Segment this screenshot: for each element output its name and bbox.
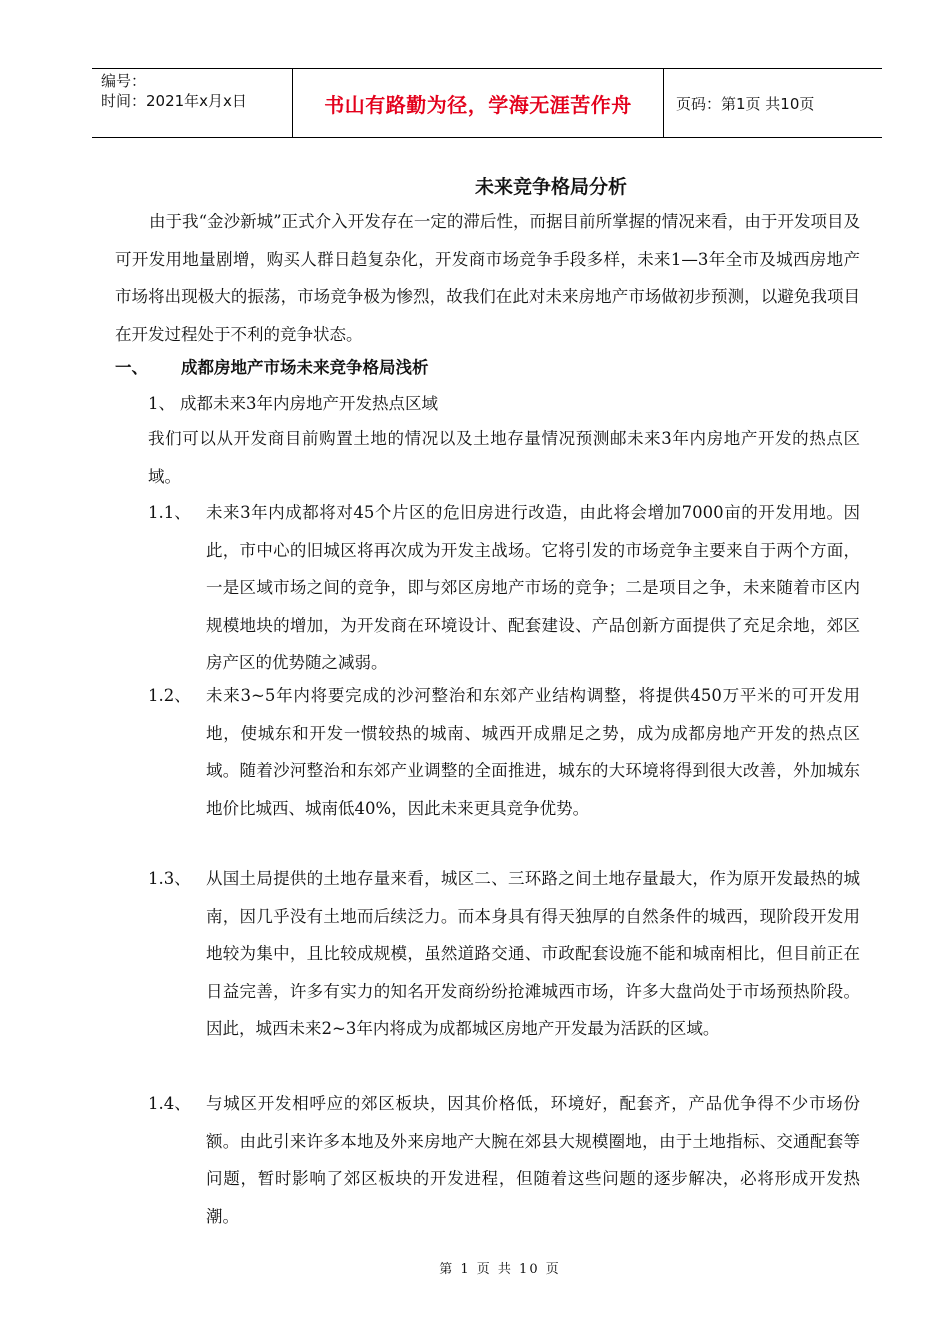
document-title: 未来竞争格局分析 (474, 176, 627, 198)
list-item-number: 1.1、 (148, 503, 191, 522)
list-item (148, 1085, 860, 1235)
list-item-text: 从国土局提供的土地存量来看，城区二、三环路之间土地存量最大，作为原开发最热的城南，因几乎没有土地而后续泛力。而本身具有得天独厚的自然条件的城西，现阶段开发用地较为集中，且比较成规模，虽然道路交通、市政配套设施不能和城南相比，但目前正在日益完善，许多有实力的知名开发商纷纷抢滩城西市场，许多大盘尚处于市场预热阶段。因此，城西未来2~3年内将成为成都城区房地产开发最为活跃的区域。 (206, 869, 860, 1038)
subsection-number: 1、 (148, 394, 175, 413)
header-page-cell (664, 69, 882, 137)
section-number: 一、 (115, 358, 148, 377)
list-item-number: 1.4、 (148, 1094, 191, 1113)
header-meta (92, 69, 292, 137)
subsection-paragraph: 我们可以从开发商目前购置土地的情况以及土地存量情况预测邮未来3年内房地产开发的热点区域。 (148, 429, 860, 486)
subsection-title: 成都未来3年内房地产开发热点区域 (180, 394, 438, 413)
header-number-label: 编号： (101, 72, 147, 90)
header-motto-cell (292, 69, 664, 137)
subsection-heading (148, 385, 438, 422)
list-item (148, 494, 860, 682)
page-footer: 第 1 页 共 10 页 (439, 1262, 561, 1277)
list-item (148, 860, 860, 1048)
list-item-text: 与城区开发相呼应的郊区板块，因其价格低，环境好，配套齐，产品优争得不少市场份额。由此引来许多本地及外来房地产大腕在郊县大规模圈地，由于土地指标、交通配套等问题，暂时影响了郊区板块的开发进程，但随着这些问题的逐步解决，必将形成开发热潮。 (206, 1094, 860, 1226)
intro-paragraph: 由于我“金沙新城”正式介入开发存在一定的滞后性，而据目前所掌握的情况来看，由于开发项目及可开发用地量剧增，购买人群日趋复杂化，开发商市场竞争手段多样，未来1—3年全市及城西房地产市场将出现极大的振荡，市场竞争极为惨烈，故我们在此对未来房地产市场做初步预测，以避免我项目在开发过程处于不利的竞争状态。 (115, 212, 860, 344)
header-time-label: 时间：2021年x月x日 (101, 92, 247, 110)
section-title: 成都房地产市场未来竞争格局浅析 (181, 358, 429, 377)
header-motto: 书山有路勤为径，学海无涯苦作舟 (324, 92, 632, 117)
list-item-text: 未来3~5年内将要完成的沙河整治和东郊产业结构调整，将提供450万平米的可开发用地，使城东和开发一惯较热的城南、城西开成鼎足之势，成为成都房地产开发的热点区域。随着沙河整治和东郊产业调整的全面推进，城东的大环境将得到很大改善，外加城东地价比城西、城南低40%，因此未来更具竞争优势。 (206, 686, 860, 818)
section-heading (115, 349, 429, 386)
list-item-number: 1.3、 (148, 869, 191, 888)
document-header (92, 68, 882, 138)
header-page-label: 页码：第1页 共10页 (676, 94, 815, 113)
list-item-text: 未来3年内成都将对45个片区的危旧房进行改造，由此将会增加7000亩的开发用地。因此，市中心的旧城区将再次成为开发主战场。它将引发的市场竞争主要来自于两个方面，一是区域市场之间的竞争，即与郊区房地产市场的竞争；二是项目之争，未来随着市区内规模地块的增加，为开发商在环境设计、配套建设、产品创新方面提供了充足余地，郊区房产区的优势随之减弱。 (206, 503, 860, 672)
list-item (148, 677, 860, 827)
list-item-number: 1.2、 (148, 686, 191, 705)
